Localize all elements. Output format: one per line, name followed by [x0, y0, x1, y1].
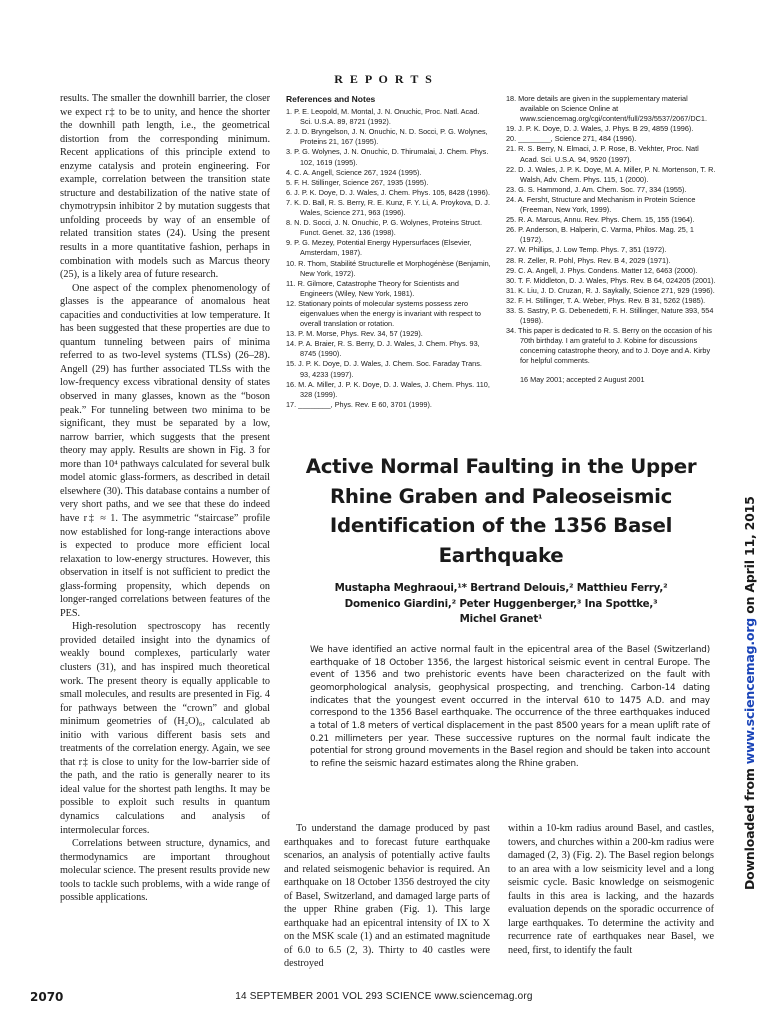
abstract: We have identified an active normal fault in the epicentral area of the Basel (Switzerland) earthquake of 18 October 1356, the largest historical seismic event in central Europe. The event of 1356 and two prehistoric events have been characterized on the fault with geomorphological analysis, geophysical prospecting, and trenching. Carbon-14 dating indicates that the youngest event occurred in the interval 610 to 1475 A.D. and may correspond to the 1356 Basel earthquake. The occurrence of the three earthquakes induced a total of 1.8 meters of vertical displacement in the past 8500 years for a mean uplift rate of 0.21 millimeters per year. These successive ruptures on the normal fault indicate the potential for strong ground movements in the Basel region and should be taken into account to refine the seismic hazard estimates along the Rhine graben. — [310, 645, 710, 769]
page-footer: 14 SEPTEMBER 2001 VOL 293 SCIENCE www.sciencemag.org — [235, 991, 533, 1002]
reference-item: 23. G. S. Hammond, J. Am. Chem. Soc. 77, 334 (1955). — [506, 184, 687, 194]
reference-item: 4. C. A. Angell, Science 267, 1924 (1995). — [286, 167, 422, 177]
reference-item: 9. P. G. Mezey, Potential Energy Hypersurfaces (Elsevier, Amsterdam, 1987). — [286, 238, 472, 258]
author-line: Mustapha Meghraoui,¹* Bertrand Delouis,² Matthieu Ferry,² — [334, 582, 668, 594]
references-title: References and Notes — [286, 94, 376, 104]
reference-item: 27. W. Phillips, J. Low Temp. Phys. 7, 351 (1972). — [506, 245, 667, 255]
article-body-column-2 — [508, 822, 714, 957]
reference-item: 15. J. P. K. Doye, D. J. Wales, J. Chem. Soc. Faraday Trans. 93, 4233 (1997). — [286, 359, 482, 379]
reference-item: 21. R. S. Berry, N. Elmaci, J. P. Rose, B. Vekhter, Proc. Natl Acad. Sci. U.S.A. 94, 9520 (1997). — [506, 144, 699, 164]
reference-item: 7. K. D. Ball, R. S. Berry, R. E. Kunz, F. Y. Li, A. Proykova, D. J. Wales, Science 271, 963 (1996). — [286, 197, 490, 218]
reference-item: 29. C. A. Angell, J. Phys. Condens. Matter 12, 6463 (2000). — [506, 265, 698, 275]
references-column-1 — [286, 94, 492, 410]
reference-item: 33. S. Sastry, P. G. Debenedetti, F. H. Stillinger, Nature 393, 554 (1998). — [506, 305, 714, 326]
reference-item: 12. Stationary points of molecular systems possess zero eigenvalues when the energy is invariant with respect to overall translation or rotation. — [286, 298, 481, 329]
author-list — [286, 581, 716, 628]
reference-item: 11. R. Gilmore, Catastrophe Theory for Scientists and Engineers (Wiley, New York, 1981). — [286, 278, 459, 298]
reference-item: 19. J. P. K. Doye, D. J. Wales, J. Phys. B 29, 4859 (1996). — [506, 124, 694, 134]
page-number: 2070 — [30, 990, 64, 1004]
watermark-prefix: Downloaded from — [742, 764, 757, 890]
reference-item: 24. A. Fersht, Structure and Mechanism in Protein Science (Freeman, New York, 1999). — [506, 194, 696, 215]
article-title: Active Normal Faulting in the Upper Rhine Graben and Paleoseismic Identification of the 1356 Basel Earthquake — [305, 455, 697, 567]
author-line: Domenico Giardini,² Peter Huggenberger,³ Ina Spottke,³ — [344, 597, 658, 610]
reference-item: 32. F. H. Stillinger, T. A. Weber, Phys. Rev. B 31, 5262 (1985). — [506, 295, 706, 305]
reference-item: 14. P. A. Braier, R. S. Berry, D. J. Wales, J. Chem. Phys. 93, 8745 (1990). — [286, 339, 480, 359]
reference-item: 34. This paper is dedicated to R. S. Berry on the occasion of his 70th birthday. I am grateful to J. Kobine for discussions concerning catastrophe theory, and to J. Doye and A. Kirby for helpful comments. — [506, 326, 712, 366]
reference-item: 6. J. P. K. Doye, D. J. Wales, J. Chem. Phys. 105, 8428 (1996). — [286, 187, 490, 197]
reference-item: 18. More details are given in the supplementary material available on Science Online at www.sciencemag.org/cgi/content/full/293/5537/2067/DC1. — [506, 94, 707, 124]
left-text-column — [60, 92, 270, 905]
reference-item: 1. P. E. Leopold, M. Montal, J. N. Onuchic, Proc. Natl. Acad. Sci. U.S.A. 89, 8721 (1992). — [286, 107, 480, 127]
reference-item: 16. M. A. Miller, J. P. K. Doye, D. J. Wales, J. Chem. Phys. 110, 328 (1999). — [286, 379, 490, 399]
body-paragraph: To understand the damage produced by past earthquakes and to forecast future earthquake scenarios, an analysis of potentially active faults and related seismogenic behavior is required. An earthquake on 18 October 1356 destroyed the city of Basel, Switzerland, and damaged large parts of the upper Rhine graben (Fig. 1). This large earthquake had an epicentral intensity of IX to X on the MSK scale (1) and an estimated magnitude of 6.0 to 6.5 (2, 3). Thirty to 40 castles were destroyed — [284, 823, 490, 970]
article-body-column-1 — [284, 822, 490, 971]
sciencemag-link[interactable]: www.sciencemag.org — [742, 617, 757, 765]
received-accepted-dates: 16 May 2001; accepted 2 August 2001 — [520, 374, 645, 384]
reference-item: 30. T. F. Middleton, D. J. Wales, Phys. Rev. B 64, 024205 (2001). — [506, 275, 716, 285]
section-header: R E P O R T S — [334, 72, 434, 86]
reference-item: 22. D. J. Wales, J. P. K. Doye, M. A. Miller, P. N. Mortenson, T. R. Walsh, Adv. Chem. Phys. 115, 1 (2000). — [506, 164, 716, 184]
reference-item: 17. ________, Phys. Rev. E 60, 3701 (1999). — [286, 399, 432, 409]
reference-item: 13. P. M. Morse, Phys. Rev. 34, 57 (1929). — [286, 329, 423, 339]
reference-item: 25. R. A. Marcus, Annu. Rev. Phys. Chem. 15, 155 (1964). — [506, 215, 695, 225]
reference-item: 8. N. D. Socci, J. N. Onuchic, P. G. Wolynes, Proteins Struct. Funct. Genet. 32, 136 (1998). — [286, 218, 483, 238]
body-paragraph: High-resolution spectroscopy has recently provided detailed insight into the dynamics of weakly bound complexes, particularly water clusters (31), and has inspired much theoretical work. The present theory is equally applicable to small molecules, and results are presented in Fig. 4 for pathways between the “crown” and global minimum geometries of (H₂O)₆, calculated ab initio with various different basis sets and treatments of the correlation energy. Again, we see that r‡ is close to unity for the low-barrier side of the path, and the ratio is generally nearer to its ideal value for the shortest path lengths. It may be possible to exploit such results in quantum dynamics calculations and analysis of intermolecular forces. — [60, 621, 270, 836]
reference-item: 10. R. Thom, Stabilité Structurelle et Morphogénèse (Benjamin, New York, 1972). — [286, 258, 491, 278]
body-paragraph: Correlations between structure, dynamics, and thermodynamics are important throughout molecular science. The present results provide new tools to tackle such problems, with a wide range of possible applications. — [60, 838, 270, 904]
reference-item: 31. K. Liu, J. D. Cruzan, R. J. Saykally, Science 271, 929 (1996). — [506, 285, 715, 295]
reference-item: 5. F. H. Stillinger, Science 267, 1935 (1995). — [286, 177, 429, 187]
reference-item: 3. P. G. Wolynes, J. N. Onuchic, D. Thirumalai, J. Chem. Phys. 102, 1619 (1995). — [286, 147, 489, 167]
body-paragraph: One aspect of the complex phenomenology of glasses is the appearance of anomalous heat capacities and conductivities at low temperature. It has been suggested that these properties are due to quantum tunneling between pairs of minima referred to as two-level systems (TLSs) (26–28). Angell (29) has further associated TLSs with the low-frequency excess vibrational density of states observed in many glasses, known as the “boson peak.” For tunneling between two minima to be significant, they must be separated by a low, narrow barrier, which suggests that the present theory may apply. Results are shown in Fig. 3 for more than 10⁴ pathways calculated for several bulk model atomic glass-formers, as described in detail elsewhere (30). This database contains a number of very short paths, and we see that these do indeed have r‡ ≈ 1. The asymmetric “staircase” profile now established for long-range interactions above is expected to produce more efficient local relaxation to low-energy structures. However, this observation in itself is not sufficient to predict the glass-forming propensity, which depends on longer-ranged correlations between features of the PES. — [60, 282, 270, 619]
body-paragraph: within a 10-km radius around Basel, and castles, towers, and churches within a 200-km radius were damaged (2, 3) (Fig. 2). The Basel region belongs to an area with a low seismicity level and a long seismic cycle. Basic knowledge on seismogenic faults in this area is lacking, and the hazards evaluation depends on the sporadic occurrence of large earthquakes. To determine the activity and recurrence rate of earthquakes near Basel, we need, first, to identify the fault — [508, 823, 714, 956]
author-line: Michel Granet¹ — [459, 613, 543, 625]
reference-item: 26. P. Anderson, B. Halperin, C. Varma, Philos. Mag. 25, 1 (1972). — [506, 225, 694, 245]
reference-item: 2. J. D. Bryngelson, J. N. Onuchic, N. D. Socci, P. G. Wolynes, Proteins 21, 167 (1995). — [286, 127, 488, 147]
reference-item: 28. R. Zeller, R. Pohl, Phys. Rev. B 4, 2029 (1971). — [506, 255, 671, 265]
reference-item: 20. ________, Science 271, 484 (1996). — [506, 134, 637, 144]
watermark-suffix: on April 11, 2015 — [742, 496, 757, 618]
download-watermark — [742, 496, 757, 890]
references-column-2 — [506, 94, 716, 385]
body-paragraph: results. The smaller the downhill barrier, the closer we expect r‡ to be to unity, and hence the shorter the downhill path length, i.e., the geometrical distortion from the corresponding minimum. Recent applications of this principle extend to enzyme catalysis and protein engineering. For example, correlation between the transition state structure and destabilization of the native state of chymotrypsin inhibitor 2 by mutation suggests that unfolding proceeds by way of an ensemble of related transition states (24). Using the present results in a more quantitative fashion, perhaps in combination with models such as Marcus theory (25), is a likely area of future research. — [60, 93, 270, 281]
